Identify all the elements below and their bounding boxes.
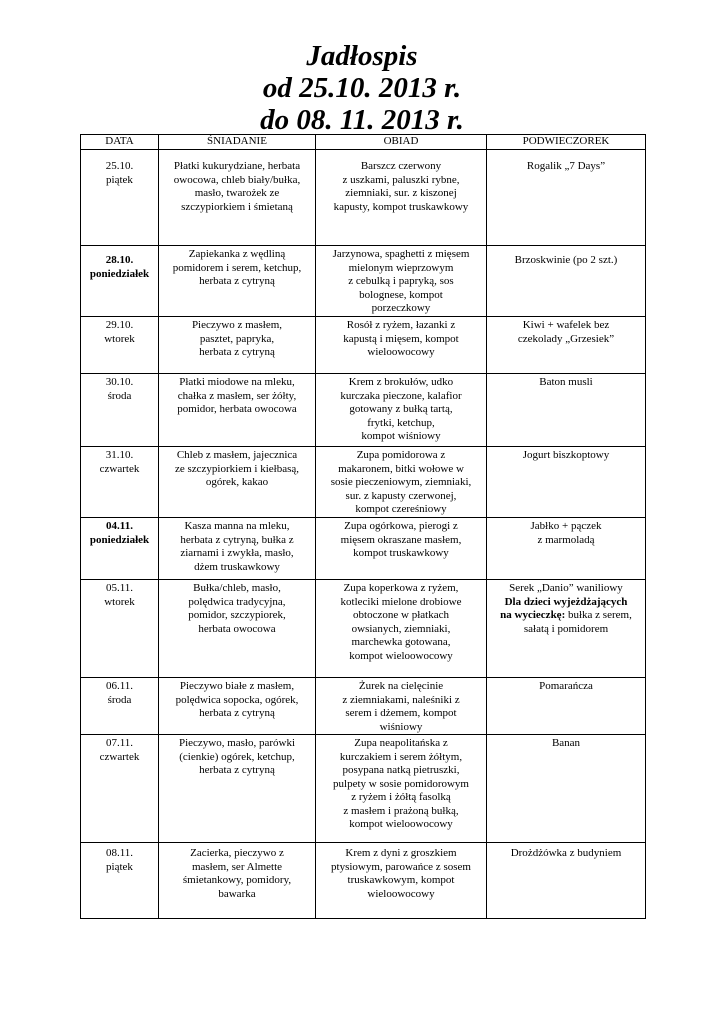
- table-row: [81, 843, 646, 919]
- lunch-cell: Żurek na cielęcinie z ziemniakami, naleśniki z serem i dżemem, kompot wiśniowy: [316, 678, 487, 735]
- day-date: 28.10.: [105, 254, 134, 266]
- snack-intro: Serek „Danio” waniliowy: [509, 582, 623, 594]
- snack-cell: Jabłko + pączek z marmoladą: [487, 518, 646, 580]
- table-row: [81, 374, 646, 447]
- snack-cell: Kiwi + wafelek bez czekolady „Grzesiek”: [487, 317, 646, 374]
- snack-cell: Banan: [487, 735, 646, 843]
- breakfast-cell: Płatki miodowe na mleku, chałka z masłem, ser żółty, pomidor, herbata owocowa: [159, 374, 316, 447]
- date-cell: [81, 518, 159, 580]
- day-name: wtorek: [104, 595, 135, 608]
- snack-text: Brzoskwinie (po 2 szt.): [514, 254, 618, 266]
- table-row: [81, 447, 646, 518]
- day-date: 07.11.: [105, 737, 134, 749]
- breakfast-cell: Pieczywo, masło, parówki (cienkie) ogórek, ketchup, herbata z cytryną: [159, 735, 316, 843]
- day-name: poniedziałek: [89, 267, 150, 280]
- date-cell: [81, 678, 159, 735]
- table-row: [81, 518, 646, 580]
- snack-cell: [487, 580, 646, 678]
- day-date: 08.11.: [105, 847, 134, 859]
- day-name: środa: [107, 693, 132, 706]
- snack-excursion-text-end: sałatą i pomidorem: [523, 622, 609, 635]
- breakfast-cell: Płatki kukurydziane, herbata owocowa, chleb biały/bułka, masło, twarożek ze szczypiorkiem i śmietaną: [159, 150, 316, 246]
- day-date: 30.10.: [105, 376, 134, 388]
- header-breakfast: ŚNIADANIE: [159, 135, 316, 150]
- header-row: [81, 135, 646, 150]
- snack-cell: Jogurt biszkoptowy: [487, 447, 646, 518]
- breakfast-cell: Chleb z masłem, jajecznica ze szczypiorkiem i kiełbasą, ogórek, kakao: [159, 447, 316, 518]
- snack-cell: Rogalik „7 Days”: [487, 150, 646, 246]
- table-row: [81, 678, 646, 735]
- date-cell: [81, 246, 159, 317]
- day-name: wtorek: [104, 332, 135, 345]
- lunch-cell: Barszcz czerwony z uszkami, paluszki rybne, ziemniaki, sur. z kiszonej kapusty, kompot truskawkowy: [316, 150, 487, 246]
- lunch-cell: Jarzynowa, spaghetti z mięsem mielonym wieprzowym z cebulką i papryką, sos bolognese, kompot porzeczkowy: [316, 246, 487, 317]
- day-date: 29.10.: [105, 319, 134, 331]
- menu-title: [0, 40, 724, 136]
- day-name: czwartek: [99, 462, 140, 475]
- header-date: DATA: [81, 135, 159, 150]
- date-cell: [81, 447, 159, 518]
- breakfast-cell: Pieczywo z masłem, pasztet, papryka, herbata z cytryną: [159, 317, 316, 374]
- title-line-3: do 08. 11. 2013 r.: [260, 104, 464, 136]
- breakfast-cell: Zacierka, pieczywo z masłem, ser Almette śmietankowy, pomidory, bawarka: [159, 843, 316, 919]
- lunch-cell: Krem z brokułów, udko kurczaka pieczone, kalafior gotowany z bułką tartą, frytki, ketchup, kompot wiśniowy: [316, 374, 487, 447]
- day-date: 06.11.: [105, 680, 134, 692]
- lunch-cell: Zupa koperkowa z ryżem, kotleciki mielone drobiowe obtoczone w płatkach owsianych, ziemniaki, marchewka gotowana, kompot wieloowocowy: [316, 580, 487, 678]
- day-date: 25.10.: [105, 160, 134, 172]
- date-cell: [81, 317, 159, 374]
- day-name: środa: [107, 389, 132, 402]
- header-lunch: OBIAD: [316, 135, 487, 150]
- date-cell: [81, 374, 159, 447]
- date-cell: [81, 150, 159, 246]
- lunch-cell: Zupa pomidorowa z makaronem, bitki wołowe w sosie pieczeniowym, ziemniaki, sur. z kapusty czerwonej, kompot czereśniowy: [316, 447, 487, 518]
- table-row: [81, 246, 646, 317]
- date-cell: [81, 580, 159, 678]
- menu-table: [80, 134, 646, 919]
- snack-excursion-text: bułka z serem,: [565, 609, 632, 621]
- lunch-cell: Krem z dyni z groszkiem ptysiowym, parowańce z sosem truskawkowym, kompot wieloowocowy: [316, 843, 487, 919]
- breakfast-cell: Zapiekanka z wędliną pomidorem i serem, ketchup, herbata z cytryną: [159, 246, 316, 317]
- day-name: piątek: [106, 173, 133, 186]
- day-date: 31.10.: [105, 449, 134, 461]
- snack-cell: [487, 246, 646, 317]
- date-cell: [81, 735, 159, 843]
- day-date: 05.11.: [105, 582, 134, 594]
- lunch-cell: Zupa neapolitańska z kurczakiem i serem żółtym, posypana natką pietruszki, pulpety w sosie pomidorowym z ryżem i żółtą fasolką z masłem i prażoną bułką, kompot wieloowocowy: [316, 735, 487, 843]
- table-row: [81, 150, 646, 246]
- title-line-2: od 25.10. 2013 r.: [262, 72, 462, 104]
- day-name: poniedziałek: [89, 533, 150, 546]
- breakfast-cell: Bułka/chleb, masło, polędwica tradycyjna, pomidor, szczypiorek, herbata owocowa: [159, 580, 316, 678]
- day-name: piątek: [106, 860, 133, 873]
- date-cell: [81, 843, 159, 919]
- snack-excursion-label: na wycieczkę:: [500, 609, 566, 621]
- table-row: [81, 735, 646, 843]
- breakfast-cell: Kasza manna na mleku, herbata z cytryną, bułka z ziarnami i zwykła, masło, dżem truskawkowy: [159, 518, 316, 580]
- lunch-cell: Rosół z ryżem, łazanki z kapustą i mięsem, kompot wieloowocowy: [316, 317, 487, 374]
- snack-cell: Pomarańcza: [487, 678, 646, 735]
- snack-cell: Drożdżówka z budyniem: [487, 843, 646, 919]
- table-row: [81, 580, 646, 678]
- day-date: 04.11.: [106, 520, 133, 532]
- title-line-1: Jadłospis: [306, 40, 418, 72]
- header-snack: PODWIECZOREK: [487, 135, 646, 150]
- day-name: czwartek: [99, 750, 140, 763]
- snack-excursion-heading: Dla dzieci wyjeżdżających: [504, 595, 628, 608]
- snack-cell: Baton musli: [487, 374, 646, 447]
- table-row: [81, 317, 646, 374]
- breakfast-cell: Pieczywo białe z masłem, polędwica sopocka, ogórek, herbata z cytryną: [159, 678, 316, 735]
- lunch-cell: Zupa ogórkowa, pierogi z mięsem okraszane masłem, kompot truskawkowy: [316, 518, 487, 580]
